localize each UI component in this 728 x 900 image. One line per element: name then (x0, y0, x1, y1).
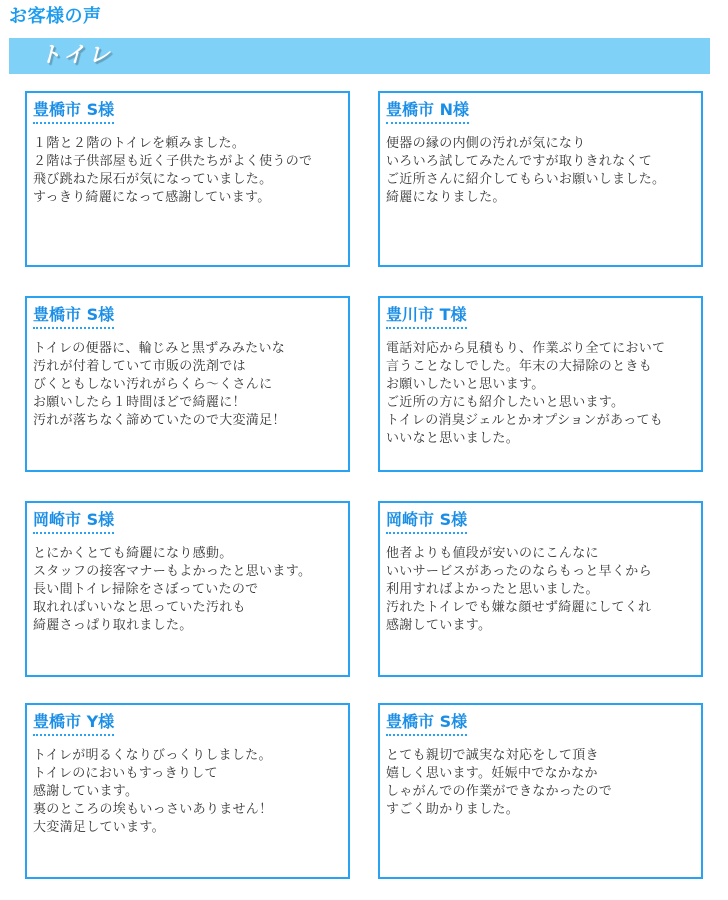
customer-name: 豊川市 T様 (386, 304, 467, 329)
testimonial-card (25, 703, 350, 879)
section-title: トイレ (39, 43, 113, 68)
testimonial-card (378, 703, 703, 879)
testimonial-card (25, 91, 350, 267)
testimonial-text: 他者よりも値段が安いのにこんなに いいサービスがあったのならもっと早くから 利用すればよかったと思いました。 汚れたトイレでも嫌な顔せず綺麗にしてくれ 感謝しています。 (386, 546, 652, 633)
testimonial-text: 電話対応から見積もり、作業ぶり全てにおいて 言うことなしでした。年末の大掃除のときも お願いしたいと思います。 ご近所の方にも紹介したいと思います。 トイレの消臭ジェルとかオプションがあっても いいなと思いました。 (386, 341, 666, 446)
testimonial-card (25, 296, 350, 472)
section-banner (9, 38, 710, 74)
testimonial-text: とても親切で誠実な対応をして頂き 嬉しく思います。妊娠中でなかなか しゃがんでの作業ができなかったので すごく助かりました。 (386, 748, 613, 817)
testimonial-text: トイレの便器に、輪じみと黒ずみみたいな 汚れが付着していて市販の洗剤では びくともしない汚れがらくら〜くさんに お願いしたら１時間ほどで綺麗に！ 汚れが落ちなく諦めていたので大変満足！ (33, 341, 286, 428)
page-heading: お客様の声 (9, 6, 102, 27)
testimonial-text: トイレが明るくなりびっくりしました。 トイレのにおいもすっきりして 感謝しています。 裏のところの埃もいっさいありません！ 大変満足しています。 (33, 748, 273, 835)
customer-name: 豊橋市 S様 (33, 99, 114, 124)
testimonial-text: １階と２階のトイレを頼みました。 ２階は子供部屋も近く子供たちがよく使うので 飛び跳ねた尿石が気になっていました。 すっきり綺麗になって感謝しています。 (33, 136, 313, 205)
customer-name: 豊橋市 N様 (386, 99, 469, 124)
testimonial-text: 便器の縁の内側の汚れが気になり いろいろ試してみたんですが取りきれなくて ご近所さんに紹介してもらいお願いしました。 綺麗になりました。 (386, 136, 666, 205)
testimonial-text: とにかくとても綺麗になり感動。 スタッフの接客マナーもよかったと思います。 長い間トイレ掃除をさぼっていたので 取れればいいなと思っていた汚れも 綺麗さっぱり取れました。 (33, 546, 312, 633)
testimonial-card (378, 501, 703, 677)
testimonial-card (378, 296, 703, 472)
customer-name: 豊橋市 S様 (33, 304, 114, 329)
customer-name: 岡崎市 S様 (386, 509, 467, 534)
customer-name: 豊橋市 S様 (386, 711, 467, 736)
testimonial-card (25, 501, 350, 677)
testimonial-card (378, 91, 703, 267)
customer-name: 豊橋市 Y様 (33, 711, 114, 736)
customer-name: 岡崎市 S様 (33, 509, 114, 534)
